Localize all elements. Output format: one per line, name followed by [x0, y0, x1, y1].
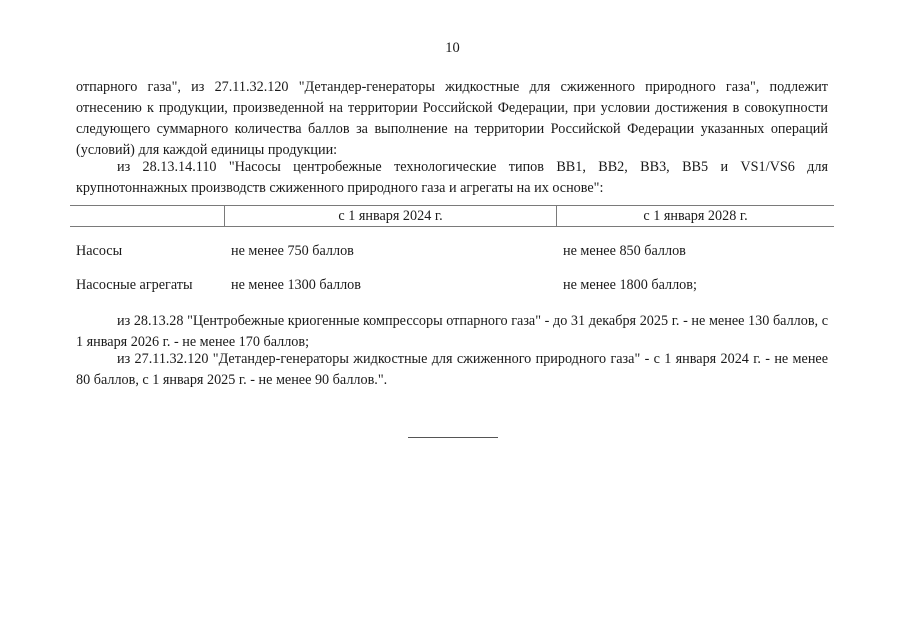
- row-label-pump-units: Насосные агрегаты: [76, 277, 193, 293]
- paragraph-expanders: из 27.11.32.120 "Детандер-генераторы жидкостные для сжиженного природного газа" - с 1 января 2024 г. - не менее 80 баллов, с 1 января 2025 г. - не менее 90 баллов.".: [76, 351, 828, 388]
- paragraph-compressors: из 28.13.28 "Центробежные криогенные компрессоры отпарного газа" - до 31 декабря 2025 г. - не менее 130 баллов, с 1 января 2026 г. - не менее 170 баллов;: [76, 313, 828, 350]
- cell-pump-units-2024: не менее 1300 баллов: [231, 277, 361, 293]
- paragraph-continuation: отпарного газа", из 27.11.32.120 "Детандер-генераторы жидкостные для сжиженного природного газа", подлежит отнесению к продукции, произведенной на территории Российской Федерации, при условии достижения в совокупности следующего суммарного количества баллов за выполнение на территории Российской Федерации указанных операций (условий) для каждой единицы продукции:: [76, 79, 828, 158]
- cell-pumps-2028: не менее 850 баллов: [563, 243, 686, 259]
- table-header-2024: с 1 января 2024 г.: [225, 206, 557, 227]
- points-table: [70, 205, 834, 227]
- table-header-row: [70, 206, 834, 227]
- table-header-2028: с 1 января 2028 г.: [557, 206, 835, 227]
- page-number: 10: [445, 40, 460, 56]
- table-header-empty: [70, 206, 225, 227]
- paragraph-pumps-intro: из 28.13.14.110 "Насосы центробежные технологические типов ВВ1, ВВ2, ВВ3, ВВ5 и VS1/VS6 для крупнотоннажных производств сжиженного природного газа и агрегаты на их основе":: [76, 159, 828, 196]
- row-label-pumps: Насосы: [76, 243, 123, 259]
- end-rule: [408, 437, 498, 438]
- cell-pump-units-2028: не менее 1800 баллов;: [563, 277, 697, 293]
- cell-pumps-2024: не менее 750 баллов: [231, 243, 354, 259]
- table-row: [76, 277, 836, 297]
- table-row: [76, 243, 836, 263]
